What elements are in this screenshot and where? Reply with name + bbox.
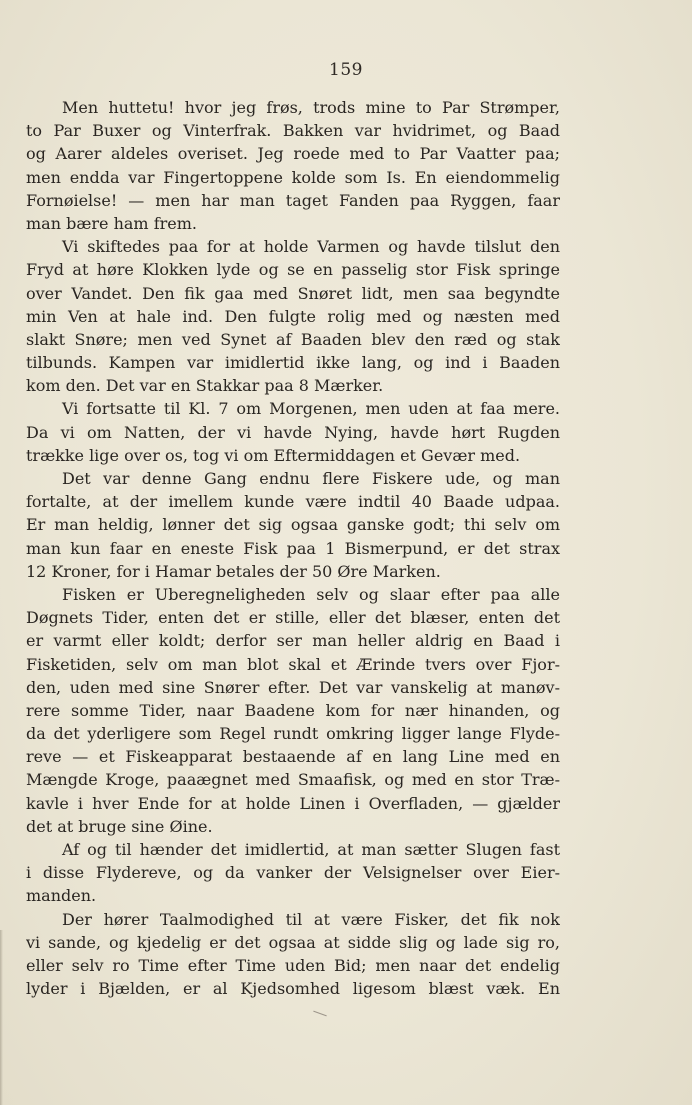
text-line: eller selv ro Time efter Time uden Bid; men naar det endelig: [26, 955, 560, 975]
text-line: slakt Snøre; men ved Synet af Baaden blev den ræd og stak: [26, 329, 560, 349]
text-line: Døgnets Tider, enten det er stille, eller det blæser, enten det: [26, 608, 560, 628]
text-line: Da vi om Natten, der vi havde Nying, havde hørt Rugden: [26, 422, 560, 442]
page-number: 159: [329, 60, 363, 80]
body-text: [26, 96, 560, 1000]
text-line: vi sande, og kjedelig er det ogsaa at sidde slig og lade sig ro,: [26, 932, 560, 952]
text-line: Fisketiden, selv om man blot skal et Ærinde tvers over Fjor-: [26, 654, 560, 674]
text-line: to Par Buxer og Vinterfrak. Bakken var hvidrimet, og Baad: [26, 121, 560, 141]
text-line: rere somme Tider, naar Baadene kom for nær hinanden, og: [26, 700, 560, 720]
text-line: Fryd at høre Klokken lyde og se en passelig stor Fisk springe: [26, 260, 560, 280]
text-line: man kun faar en eneste Fisk paa 1 Bismerpund, er det strax: [26, 538, 560, 558]
text-line: man bære ham frem.: [26, 213, 197, 233]
text-line: Der hører Taalmodighed til at være Fisker, det fik nok: [62, 909, 560, 929]
text-line: over Vandet. Den fik gaa med Snøret lidt, men saa begyndte: [26, 283, 560, 303]
text-line: er varmt eller koldt; derfor ser man heller aldrig en Baad i: [26, 631, 560, 651]
text-line: Mængde Kroge, paaægnet med Smaafisk, og med en stor Træ-: [26, 770, 560, 790]
text-line: trække lige over os, tog vi om Eftermiddagen et Gevær med.: [26, 445, 521, 465]
text-line: kavle i hver Ende for at holde Linen i Overfladen, — gjælder: [26, 793, 560, 813]
text-line: fortalte, at der imellem kunde være indtil 40 Baade udpaa.: [26, 492, 560, 512]
text-line: det at bruge sine Øine.: [26, 816, 213, 836]
page-edge-shadow: [0, 930, 3, 1105]
text-line: den, uden med sine Snører efter. Det var vanskelig at manøv-: [26, 677, 560, 697]
text-line: reve — et Fiskeapparat bestaaende af en lang Line med en: [26, 747, 560, 767]
text-line: Fornøielse! — men har man taget Fanden paa Ryggen, faar: [26, 190, 560, 210]
text-line: min Ven at hale ind. Den fulgte rolig med og næsten med: [26, 306, 560, 326]
text-line: i disse Flydereve, og da vanker der Velsignelser over Eier-: [26, 863, 560, 883]
text-line: tilbunds. Kampen var imidlertid ikke lang, og ind i Baaden: [26, 353, 560, 373]
text-line: 12 Kroner, for i Hamar betales der 50 Øre Marken.: [26, 561, 441, 581]
text-line: Er man heldig, lønner det sig ogsaa ganske godt; thi selv om: [26, 515, 560, 535]
text-line: Vi skiftedes paa for at holde Varmen og havde tilslut den: [62, 237, 560, 257]
text-line: og Aarer aldeles overiset. Jeg roede med to Par Vaatter paa;: [26, 144, 560, 164]
text-line: da det yderligere som Regel rundt omkring ligger lange Flyde-: [26, 724, 560, 744]
text-line: kom den. Det var en Stakkar paa 8 Mærker.: [26, 376, 384, 396]
stray-mark: [313, 1011, 326, 1017]
text-line: Men huttetu! hvor jeg frøs, trods mine to Par Strømper,: [62, 98, 560, 117]
text-line: manden.: [26, 886, 97, 906]
text-line: lyder i Bjælden, er al Kjedsomhed ligesom blæst væk. En: [26, 979, 560, 999]
text-line: Det var denne Gang endnu flere Fiskere ude, og man: [62, 469, 560, 488]
text-line: Af og til hænder det imidlertid, at man sætter Slugen fast: [62, 840, 560, 859]
text-line: Vi fortsatte til Kl. 7 om Morgenen, men uden at faa mere.: [62, 399, 560, 419]
text-line: men endda var Fingertoppene kolde som Is. En eiendommelig: [26, 167, 560, 187]
text-line: Fisken er Uberegneligheden selv og slaar efter paa alle: [62, 584, 560, 604]
